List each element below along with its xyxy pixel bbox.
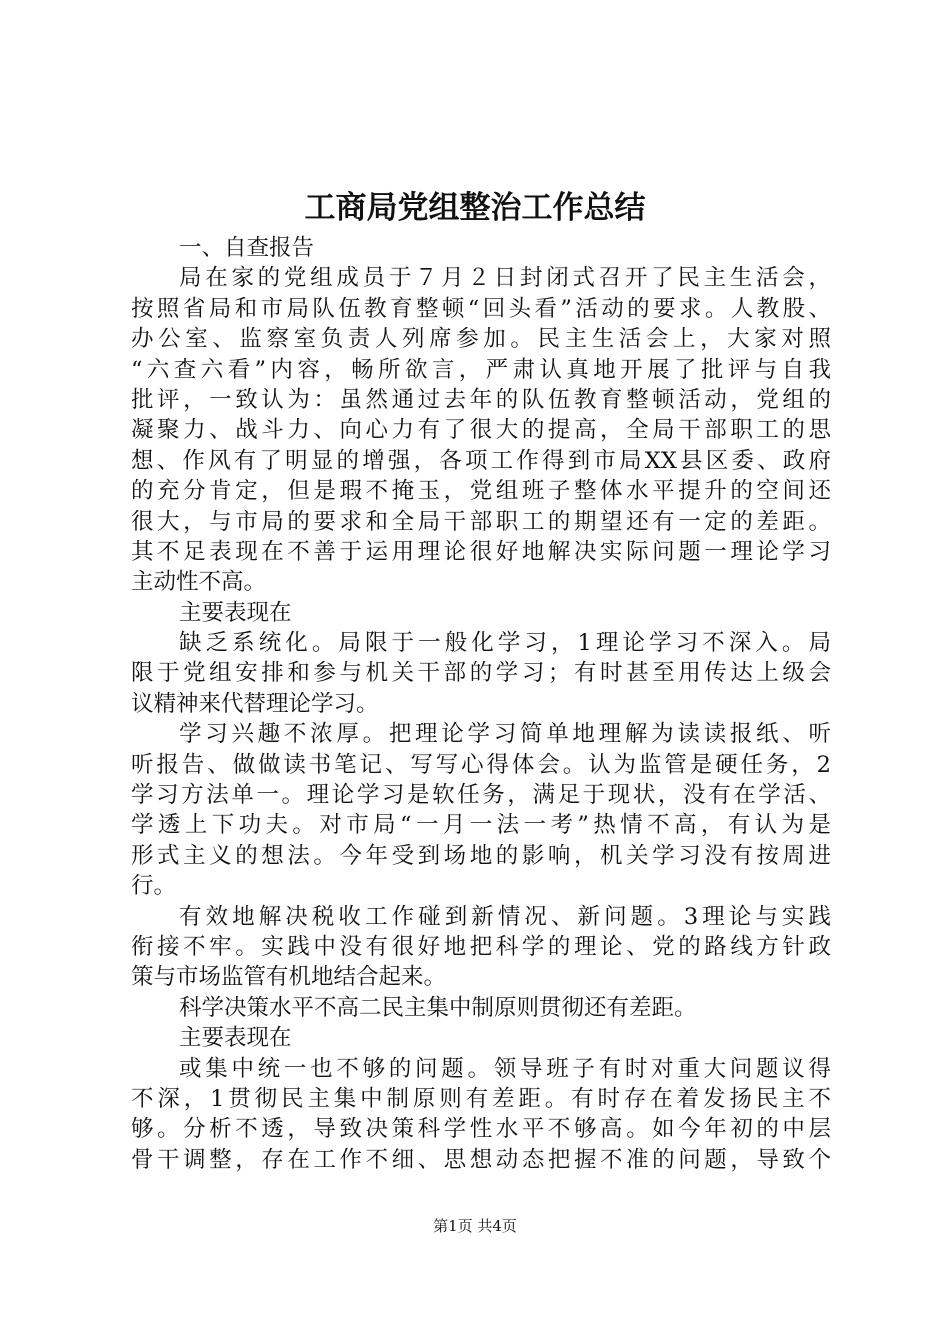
text-line: 主动性不高。: [131, 569, 267, 596]
text-line: 够。分析不透，导致决策科学性水平不够高。如今年初的中层: [131, 1116, 831, 1143]
text-line: 想、作风有了明显的增强，各项工作得到市局XX县区委、政府: [131, 447, 831, 474]
text-line: 一、自查报告: [179, 235, 315, 261]
text-line: 骨干调整，存在工作不细、思想动态把握不准的问题，导致个: [131, 1146, 831, 1173]
text-line: 其不足表现在不善于运用理论很好地解决实际问题一理论学习: [131, 538, 831, 565]
text-line: 凝聚力、战斗力、向心力有了很大的提高，全局干部职工的思: [131, 417, 831, 444]
text-line: 听报告、做做读书笔记、写写心得体会。认为监管是硬任务，2: [131, 751, 831, 778]
text-line: 议精神来代替理论学习。: [131, 690, 379, 717]
text-line: 行。: [131, 873, 177, 900]
text-line: 形式主义的想法。今年受到场地的影响，机关学习没有按周进: [131, 842, 831, 869]
text-line: 的充分肯定，但是瑕不掩玉，党组班子整体水平提升的空间还: [131, 478, 831, 505]
text-line: 有效地解决税收工作碰到新情况、新问题。3理论与实践: [179, 903, 831, 930]
document-body: [131, 233, 831, 1175]
text-line: 科学决策水平不高二民主集中制原则贯彻还有差距。: [179, 994, 697, 1021]
text-line: 主要表现在: [179, 1025, 292, 1052]
text-line: 很大，与市局的要求和全局干部职工的期望还有一定的差距。: [131, 508, 831, 535]
text-line: 衔接不牢。实践中没有很好地把科学的理论、党的路线方针政: [131, 933, 831, 960]
text-line: 办公室、监察室负责人列席参加。民主生活会上，大家对照: [131, 326, 831, 353]
text-line: 局在家的党组成员于７月２日封闭式召开了民主生活会，: [179, 265, 831, 292]
text-line: 缺乏系统化。局限于一般化学习，1理论学习不深入。局: [179, 630, 831, 657]
text-line: 学习方法单一。理论学习是软任务，满足于现状，没有在学活、: [131, 782, 831, 809]
text-line: 策与市场监管有机地结合起来。: [131, 964, 447, 991]
text-line: 主要表现在: [179, 599, 292, 626]
text-line: 学习兴趣不浓厚。把理论学习简单地理解为读读报纸、听: [179, 721, 831, 748]
text-line: “六查六看”内容，畅所欲言，严肃认真地开展了批评与自我: [131, 356, 831, 383]
text-line: 学透上下功夫。对市局“一月一法一考”热情不高，有认为是: [131, 812, 831, 839]
text-line: 批评，一致认为：虽然通过去年的队伍教育整顿活动，党组的: [131, 386, 831, 413]
text-line: 限于党组安排和参与机关干部的学习；有时甚至用传达上级会: [131, 660, 831, 687]
text-line: 或集中统一也不够的问题。领导班子有时对重大问题议得: [179, 1055, 831, 1082]
text-line: 不深，1贯彻民主集中制原则有差距。有时存在着发扬民主不: [131, 1085, 831, 1112]
page-footer: 第1页 共4页: [433, 1217, 517, 1235]
text-line: 按照省局和市局队伍教育整顿“回头看”活动的要求。人教股、: [131, 295, 831, 322]
document-title: 工商局党组整治工作总结: [304, 190, 646, 226]
